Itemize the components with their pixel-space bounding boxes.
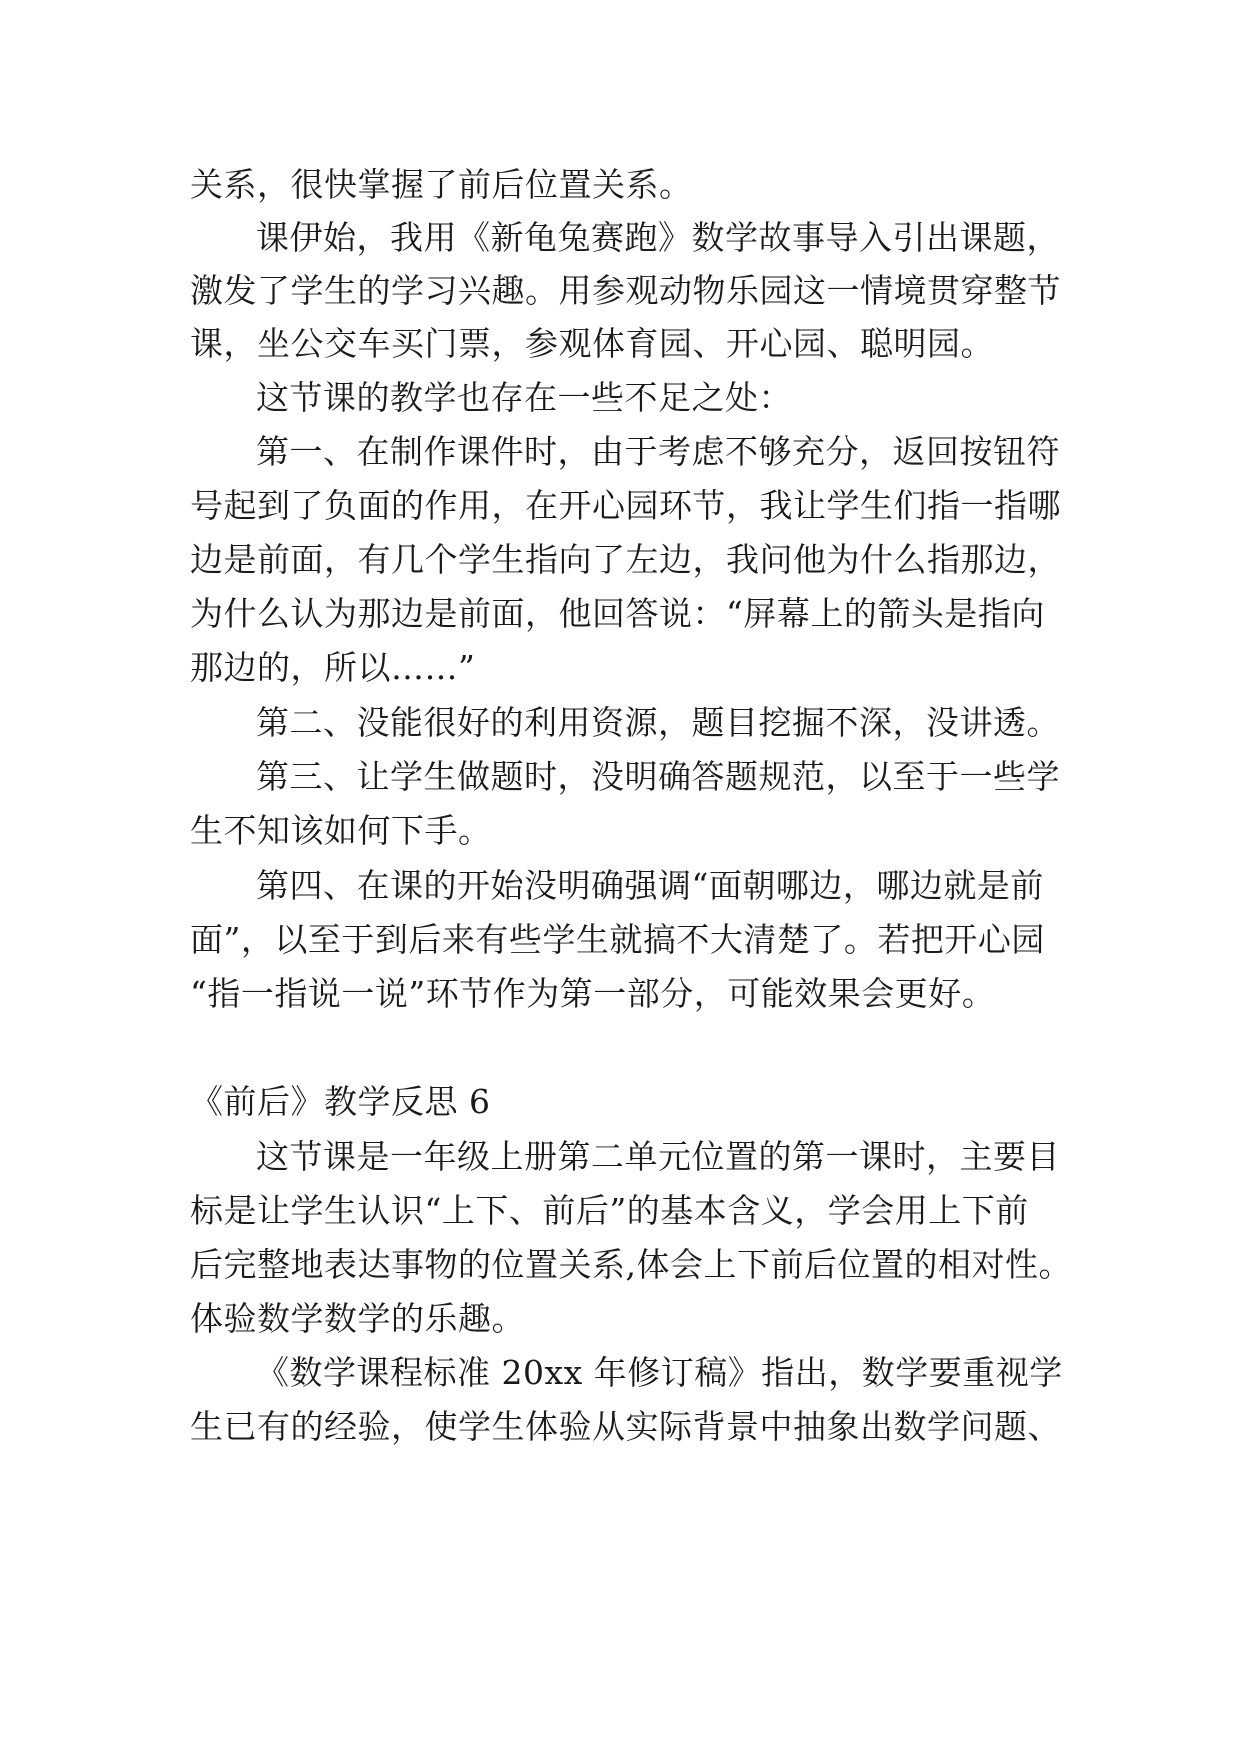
text-line: 关系，很快掌握了前后位置关系。 bbox=[190, 165, 693, 204]
text-line: 第二、没能很好的利用资源，题目挖掘不深，没讲透。 bbox=[256, 703, 1060, 742]
text-line: 这节课的教学也存在一些不足之处： bbox=[256, 378, 792, 417]
text-line: 课，坐公交车买门票，参观体育园、开心园、聪明园。 bbox=[190, 324, 994, 363]
text-line: 激发了学生的学习兴趣。用参观动物乐园这一情境贯穿整节 bbox=[190, 271, 1061, 310]
text-line: 第三、让学生做题时，没明确答题规范，以至于一些学 bbox=[256, 757, 1060, 796]
text-line: 第四、在课的开始没明确强调“面朝哪边，哪边就是前 bbox=[256, 866, 1044, 905]
text-line: 第一、在制作课件时，由于考虑不够充分，返回按钮符 bbox=[256, 432, 1060, 471]
text-line: 体验数学数学的乐趣。 bbox=[190, 1299, 525, 1338]
text-line: 生不知该如何下手。 bbox=[190, 811, 492, 850]
text-line: 课伊始，我用《新龟兔赛跑》数学故事导入引出课题， bbox=[256, 218, 1060, 257]
text-line: 号起到了负面的作用，在开心园环节，我让学生们指一指哪 bbox=[190, 486, 1061, 525]
text-line: 边是前面，有几个学生指向了左边，我问他为什么指那边， bbox=[190, 540, 1061, 579]
text-line: 那边的，所以……” bbox=[190, 648, 476, 687]
section-heading: 《前后》教学反思 6 bbox=[190, 1082, 491, 1121]
text-line: “指一指说一说”环节作为第一部分，可能效果会更好。 bbox=[190, 974, 996, 1013]
text-line: 后完整地表达事物的位置关系,体会上下前后位置的相对性。 bbox=[190, 1245, 1072, 1284]
text-line: 这节课是一年级上册第二单元位置的第一课时，主要目 bbox=[256, 1137, 1060, 1176]
text-line: 面”，以至于到后来有些学生就搞不大清楚了。若把开心园 bbox=[190, 920, 1045, 959]
text-line: 为什么认为那边是前面，他回答说：“屏幕上的箭头是指向 bbox=[190, 594, 1045, 633]
text-line: 《数学课程标准 20xx 年修订稿》指出，数学要重视学 bbox=[256, 1353, 1063, 1392]
text-line: 生已有的经验，使学生体验从实际背景中抽象出数学问题、 bbox=[190, 1407, 1061, 1446]
text-line: 标是让学生认识“上下、前后”的基本含义，学会用上下前 bbox=[190, 1191, 1029, 1230]
